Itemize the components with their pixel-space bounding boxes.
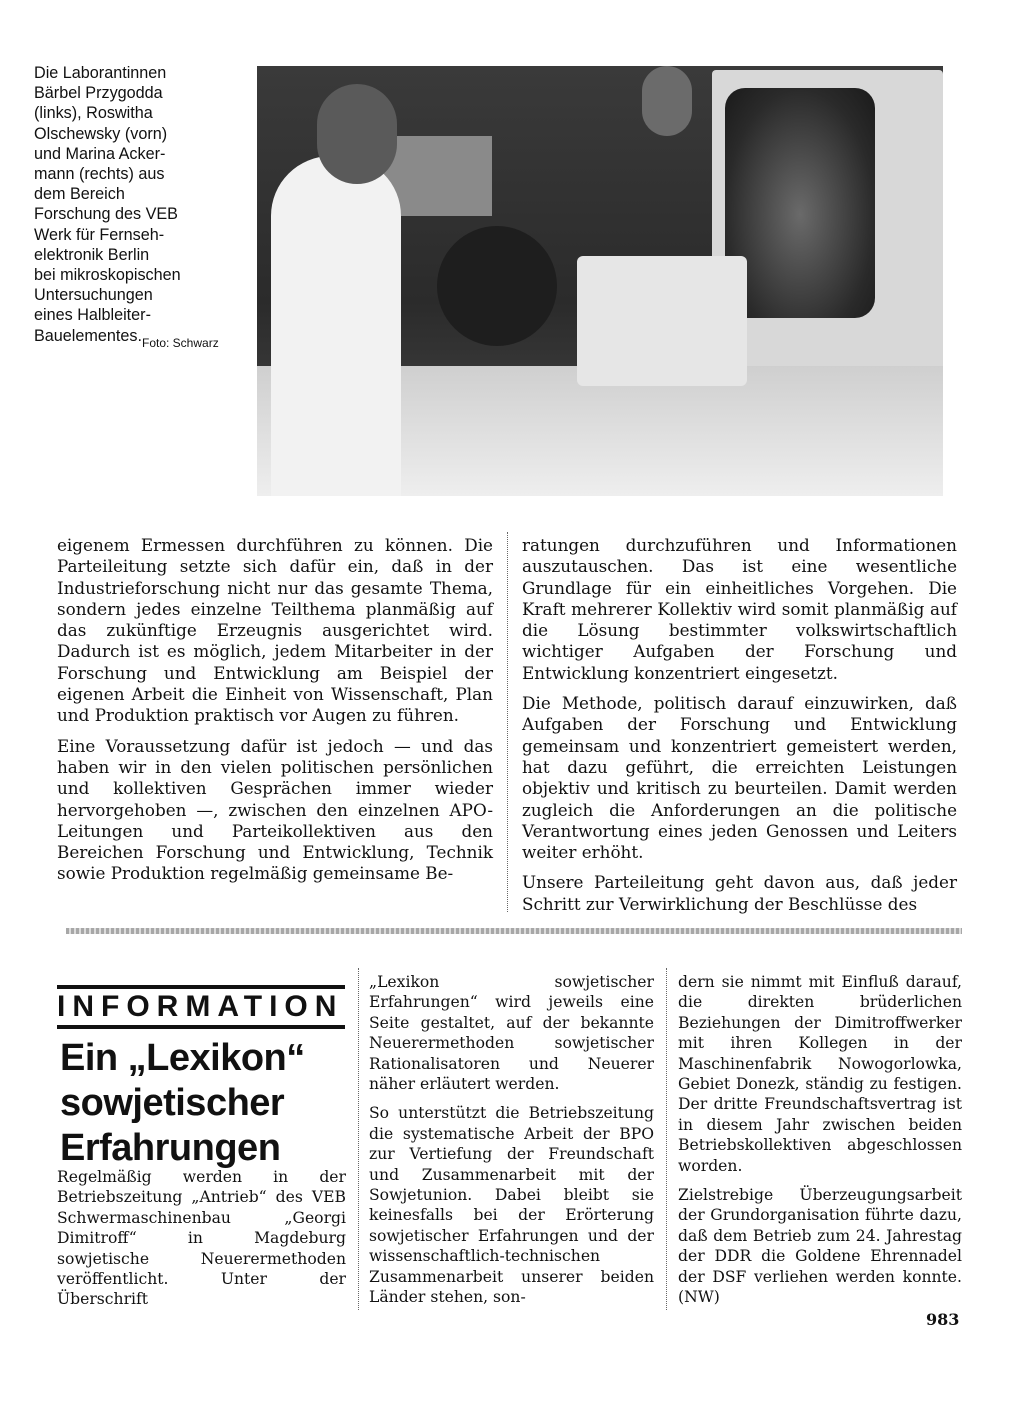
info-headline — [60, 1036, 350, 1171]
headline-line: Erfahrungen — [60, 1127, 281, 1169]
person-left-head — [317, 84, 397, 184]
caption-line: Werk für Fernseh- — [34, 225, 165, 244]
paragraph: Regelmäßig werden in der Betriebszeitung „Antrieb“ des VEB Schwermaschinenbau „Georgi Dimitroff“ in Magdeburg sowjetische Neuerermethoden veröffentlicht. Unter der Überschrift — [57, 1168, 346, 1309]
laboratory-photo — [257, 66, 943, 496]
monitor-screen — [725, 88, 875, 318]
column-rule — [507, 532, 508, 912]
caption-line: mann (rechts) aus — [34, 165, 165, 184]
photo-caption — [34, 63, 224, 346]
column-rule — [666, 968, 667, 1310]
caption-line: elektronik Berlin — [34, 245, 150, 264]
paragraph: Eine Voraussetzung dafür ist jedoch — und das haben wir in den vielen politischen persönlichen und kollektiven Gesprächen immer wieder hervorgehoben —, zwischen den einzelnen APO-Leitungen und Parteikollektiven aus den Bereichen Forschung und Entwicklung, Technik sowie Produktion regelmäßig gemeinsame Be- — [57, 735, 493, 884]
paragraph: Unsere Parteileitung geht davon aus, daß jeder Schritt zur Verwirklichung der Beschlüsse des — [522, 872, 957, 914]
column-rule — [358, 968, 359, 1310]
caption-line: Bärbel Przygodda — [34, 84, 163, 103]
caption-line: (links), Roswitha — [34, 104, 153, 123]
photo-credit: Foto: Schwarz — [142, 336, 219, 350]
headline-line: sowjetischer — [60, 1082, 285, 1124]
person-right — [642, 66, 692, 136]
person-front — [437, 226, 557, 346]
microscope — [577, 256, 747, 386]
section-divider — [66, 928, 962, 934]
caption-line: Olschewsky (vorn) — [34, 124, 168, 143]
info-column-1 — [57, 1167, 346, 1319]
paragraph: Die Methode, politisch darauf einzuwirken, daß Aufgaben der Forschung und Entwicklung gemeinsam und konzentriert gemeistert werden, hat dazu geführt, die erreichten Leistungen objektiv und kritisch zu beurteilen. Damit werden zugleich die Anforderungen an die politische Verantwortung eines jeden Genossen und Leiters weiter erhöht. — [522, 693, 957, 863]
person-left — [271, 156, 401, 496]
caption-line: eines Halbleiter- — [34, 306, 151, 325]
info-column-3 — [678, 972, 962, 1317]
paragraph: „Lexikon sowjetischer Erfahrungen“ wird jeweils eine Seite gestaltet, auf der bekannte Neuerermethoden sowjetischer Rationalisatoren und Neuerer näher erläutert werden. — [369, 973, 654, 1094]
caption-line: dem Bereich — [34, 185, 125, 204]
paragraph: Zielstrebige Überzeugungsarbeit der Grundorganisation führte dazu, daß dem Betrieb zum 24. Jahrestag der DDR die Goldene Ehrennadel der DSF verliehen werden konnte. (NW) — [678, 1186, 962, 1307]
paragraph: ratungen durchzuführen und Informationen auszutauschen. Das ist eine wesentliche Grundlage für ein einheitliches Vorgehen. Die Kraft mehrerer Kollektiv wird somit planmäßig auf die Lösung bestimmter volkswirtschaftlich wichtiger Aufgaben der Forschung und Entwicklung konzentriert eingesetzt. — [522, 535, 957, 683]
paragraph: eigenem Ermessen durchführen zu können. Die Parteileitung setzte sich dafür ein, daß in der Industrieforschung nicht nur das gesamte Thema, sondern jedes einzelne Teilthema planmäßig auf das zukünftige Erzeugnis ausgerichtet wird. Dadurch ist es möglich, jedem Mitarbeiter in der Forschung und Entwicklung am Beispiel der eigenen Arbeit die Einheit von Wissenschaft, Plan und Produktion praktisch vor Augen zu führen. — [57, 535, 493, 726]
article-column-1 — [57, 535, 493, 894]
paragraph: dern sie nimmt mit Einfluß darauf, die direkten brüderlichen Beziehungen der Dimitroffwerker mit ihren Kollegen in der Maschinenfabrik Nowogorlowka, Gebiet Donezk, ständig zu festigen. Der dritte Freundschaftsvertrag ist in diesem Jahr zwischen beiden Betriebskollektiven abgeschlossen worden. — [678, 973, 962, 1175]
info-column-2 — [369, 972, 654, 1317]
headline-line: Ein „Lexikon“ — [60, 1037, 305, 1079]
paragraph: So unterstützt die Betriebszeitung die systematische Arbeit der BPO zur Vertiefung der Freundschaft und Zusammenarbeit mit der Sowjetunion. Dabei bleibt sie keinesfalls bei der Erörterung sowjetischer Erfahrungen und der wissenschaftlich-technischen Zusammenarbeit unserer beiden Länder stehen, son- — [369, 1104, 654, 1307]
article-column-2 — [522, 535, 957, 924]
information-rubric: INFORMATION — [57, 985, 345, 1029]
caption-line: Bauelementes. — [34, 326, 142, 345]
caption-line: und Marina Acker- — [34, 144, 166, 163]
page-number: 983 — [926, 1310, 960, 1329]
caption-line: Forschung des VEB — [34, 205, 178, 224]
caption-line: Untersuchungen — [34, 286, 153, 305]
caption-line: bei mikroskopischen — [34, 266, 181, 285]
caption-line: Die Laborantinnen — [34, 64, 167, 82]
